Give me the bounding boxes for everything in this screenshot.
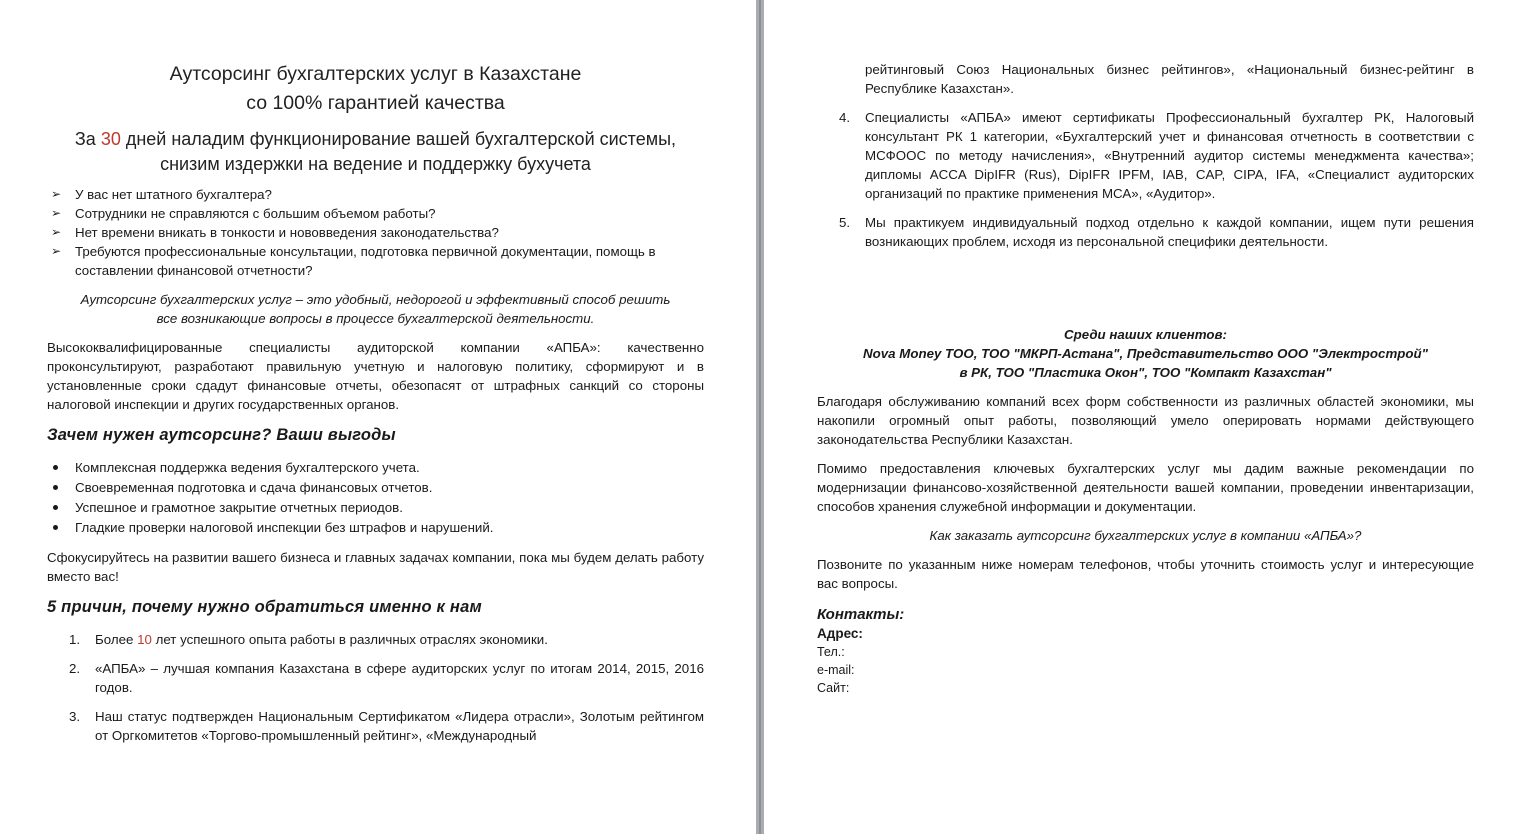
bullet-icon: [53, 505, 58, 510]
reasons-list-continued: [817, 60, 1474, 251]
days-highlight: 30: [100, 129, 121, 149]
reasons-heading: 5 причин, почему нужно обратиться именно к нам: [47, 598, 482, 616]
list-item: 1. Более 10 лет успешного опыта работы в различных отраслях экономики.: [69, 632, 548, 647]
questions-list: [47, 185, 704, 280]
definition-quote: Аутсорсинг бухгалтерских услуг – это удобный, недорогой и эффективный способ решить все возникающие вопросы в процессе бухгалтерской деятельности.: [80, 292, 671, 326]
list-item: 3. Наш статус подтвержден Национальным Сертификатом «Лидера отрасли», Золотым рейтингом от Оргкомитетов «Торгово-промышленный рейтинг», «Международный: [69, 709, 704, 743]
order-question: Как заказать аутсорсинг бухгалтерских услуг в компании «АПБА»?: [929, 528, 1362, 543]
list-item: Комплексная поддержка ведения бухгалтерского учета.: [47, 458, 704, 478]
list-item: 2. «АПБА» – лучшая компания Казахстана в сфере аудиторских услуг по итогам 2014, 2015, 2016 годов.: [69, 661, 704, 695]
call-paragraph: Позвоните по указанным ниже номерам телефонов, чтобы уточнить стоимость услуг и интересующие вас вопросы.: [817, 557, 1474, 591]
address-label: Адрес:: [817, 626, 863, 641]
reasons-list: [47, 630, 704, 745]
list-item: ➢ Сотрудники не справляются с большим объемом работы?: [51, 206, 436, 221]
benefits-list: [47, 458, 704, 538]
right-column: [817, 0, 1474, 697]
list-item: ➢ Требуются профессиональные консультации, подготовка первичной документации, помощь в составлении финансовой отчетности?: [51, 244, 656, 278]
email-label: e-mail:: [817, 663, 855, 677]
list-item: Гладкие проверки налоговой инспекции без штрафов и нарушений.: [47, 518, 704, 538]
list-item: Успешное и грамотное закрытие отчетных периодов.: [47, 498, 704, 518]
benefits-heading: Зачем нужен аутсорсинг? Ваши выгоды: [47, 426, 396, 444]
list-item: 5. Мы практикуем индивидуальный подход отдельно к каждой компании, ищем пути решения возникающих проблем, исходя из персональной специфики деятельности.: [839, 215, 1474, 249]
list-item: Своевременная подготовка и сдача финансовых отчетов.: [47, 478, 704, 498]
document-title: Аутсорсинг бухгалтерских услуг в Казахстане со 100% гарантией качества: [169, 63, 582, 114]
contacts-heading: Контакты:: [817, 606, 905, 623]
arrow-bullet-icon: ➢: [51, 244, 62, 258]
bullet-icon: [53, 465, 58, 470]
arrow-bullet-icon: ➢: [51, 187, 62, 201]
years-highlight: 10: [137, 632, 152, 647]
arrow-bullet-icon: ➢: [51, 206, 62, 220]
site-label: Сайт:: [817, 681, 850, 695]
document-page-left: [0, 0, 756, 834]
document-page-right: [764, 0, 1513, 834]
phone-label: Тел.:: [817, 645, 845, 659]
specialists-paragraph: Высококвалифицированные специалисты аудиторской компании «АПБА»: качественно проконсультируют, разработают правильную учетную и налоговую политику, сформируют и в установленные сроки сдадут финансовые отчеты, обезопасят от штрафных санкций со стороны налоговой инспекции и других государственных органов.: [47, 340, 704, 412]
bullet-icon: [53, 525, 58, 530]
page-gutter-line: [759, 0, 761, 834]
list-item: ➢ У вас нет штатного бухгалтера?: [51, 187, 272, 202]
arrow-bullet-icon: ➢: [51, 225, 62, 239]
left-column: [47, 60, 704, 755]
clients-section: Среди наших клиентов: Nova Money ТОО, ТОО "МКРП-Астана", Представительство ООО "Электрострой" в РК, ТОО "Пластика Окон", ТОО "Компакт Казахстан": [863, 327, 1428, 380]
experience-paragraph: Благодаря обслуживанию компаний всех форм собственности из различных областей экономики, мы накопили огромный опыт работы, позволяющий умело оперировать нормами действующего законодательства Республики Казахстан.: [817, 394, 1474, 447]
list-item: рейтинговый Союз Национальных бизнес рейтингов», «Национальный бизнес-рейтинг в Республике Казахстан».: [865, 62, 1474, 96]
recommend-paragraph: Помимо предоставления ключевых бухгалтерских услуг мы дадим важные рекомендации по модернизации финансово-хозяйственной деятельности вашей компании, проведении инвентаризации, способов хранения служебной информации и документации.: [817, 461, 1474, 514]
focus-paragraph: Сфокусируйтесь на развитии вашего бизнеса и главных задачах компании, пока мы будем делать работу вместо вас!: [47, 550, 704, 584]
list-item: 4. Специалисты «АПБА» имеют сертификаты Профессиональный бухгалтер РК, Налоговый консультант РК 1 категории, «Бухгалтерский учет и финансовая отчетность в соответствии с МСФООС по методу начисления», «Внутренний аудитор системы менеджмента качества»; дипломы ACCA DipIFR (Rus), DipIFR IPFM, IAB, CAP, CIPA, IFA, «Специалист аудиторских организаций по практике применения МСА», «Аудитор».: [839, 110, 1474, 201]
document-subtitle: За 30 дней наладим функционирование вашей бухгалтерской системы, снизим издержки на ведение и поддержку бухучета: [74, 129, 677, 174]
list-item: ➢ Нет времени вникать в тонкости и нововведения законодательства?: [51, 225, 499, 240]
bullet-icon: [53, 485, 58, 490]
